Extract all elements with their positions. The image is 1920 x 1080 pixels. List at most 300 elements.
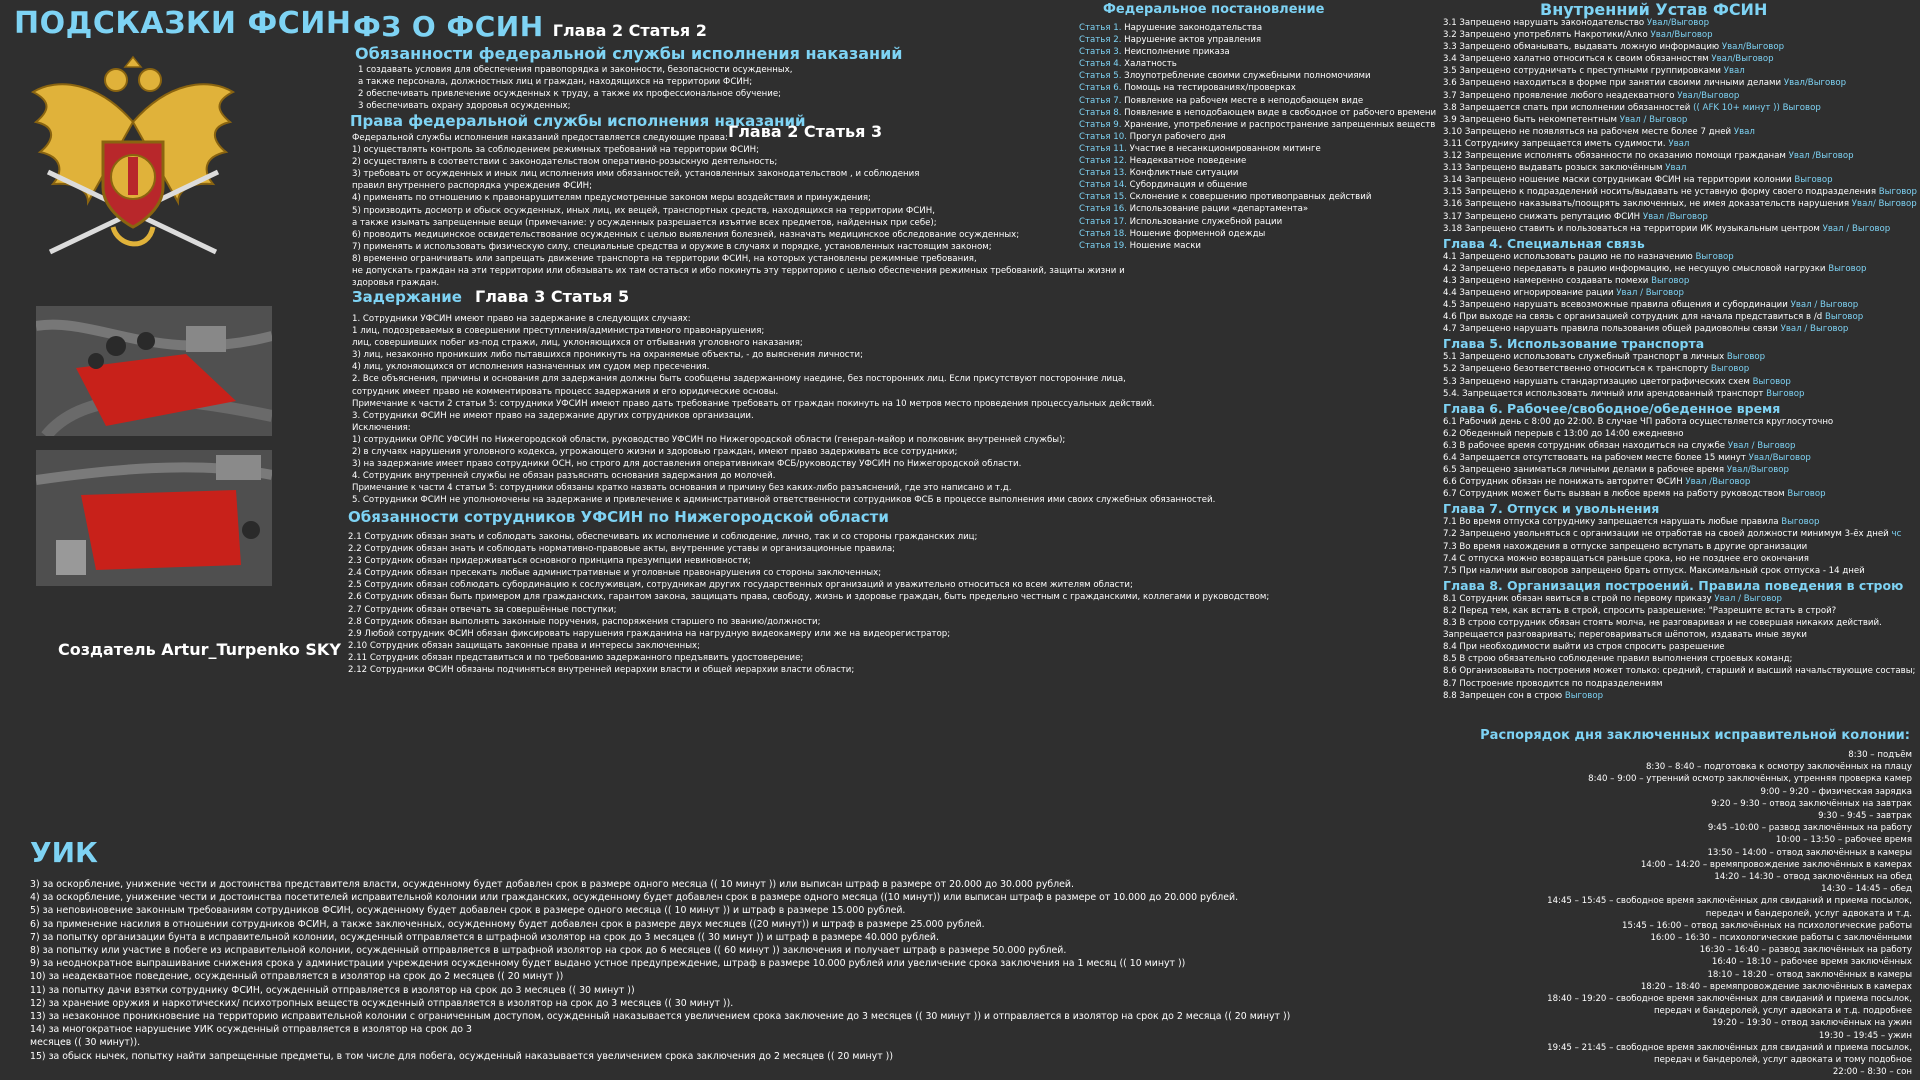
- charter-rule: [1443, 641, 1917, 653]
- charter-rule: [1443, 162, 1917, 174]
- staff-item: 2.9 Любой сотрудник ФСИН обязан фиксировать нарушения гражданина на нагрудную видеокамеру или же на видеорегистратор;: [348, 628, 951, 639]
- rule-penalty: Увал / Выговор: [1714, 593, 1783, 604]
- rule-penalty: Увал/Выговор: [1726, 465, 1789, 476]
- rights-item: а также изымать запрещенные вещи (примечание: у осужденных разрешается изъятие всех предметов, найденных при себе);: [352, 217, 937, 228]
- charter-rule: [1443, 653, 1917, 665]
- charter-rule: [1443, 690, 1917, 702]
- staff-title: Обязанности сотрудников УФСИН по Нижегородской области: [348, 508, 889, 526]
- staff-item: 2.5 Сотрудник обязан соблюдать субординацию к сослуживцам, сотрудникам других государственных организаций и уважительно относиться ко всем жителям области;: [348, 580, 1133, 591]
- uik-title: УИК: [30, 836, 98, 869]
- charter-rule: [1443, 17, 1917, 29]
- charter-rule: [1443, 488, 1917, 500]
- detention-item: 3. Сотрудники ФСИН не имеют право на задержание других сотрудников организации.: [352, 410, 754, 421]
- article-text: Ношение маски: [1126, 240, 1201, 251]
- article-number: Статья 1.: [1079, 23, 1122, 33]
- article-number: Статья 10.: [1079, 131, 1127, 142]
- article-number: Статья 13.: [1079, 168, 1127, 179]
- charter-chapter-title: Глава 4. Специальная связь: [1443, 235, 1645, 251]
- staff-item: 2.7 Сотрудник обязан отвечать за совершённые поступки;: [348, 604, 617, 615]
- charter-rule: [1443, 102, 1917, 114]
- schedule-list: [1547, 749, 1912, 1078]
- article-number: Статья 12.: [1079, 156, 1127, 167]
- schedule-item: 8:30 – подъём: [1848, 750, 1912, 760]
- uik-item: 12) за хранение оружия и наркотических/ психотропных веществ осужденный отправляется в изолятор на срок до 3 месяцев (( 30 минут )).: [30, 997, 734, 1009]
- article-number: Статья 8.: [1079, 107, 1122, 118]
- uik-list: [30, 878, 1290, 1063]
- charter-rule: [1443, 126, 1917, 138]
- rights-item: 2) осуществлять в соответствии с законодательством оперативно-розыскную деятельность;: [352, 157, 778, 168]
- rule-penalty: Выговор: [1651, 275, 1690, 286]
- rule-text: 6.1 Рабочий день с 8:00 до 22:00. В случае ЧП работа осуществляется круглосуточно: [1443, 416, 1834, 427]
- rule-penalty: чс: [1891, 529, 1902, 540]
- detention-item: 3) на задержание имеет право сотрудники ОСН, но строго для доставления оперативникам ФСБ/руководству УФСИН по Нижегородской области.: [352, 459, 1022, 470]
- rule-penalty: Увал: [1665, 163, 1687, 174]
- article-text: Нарушение законодательства: [1121, 23, 1263, 33]
- schedule-title: Распорядок дня заключенных исправительной колонии:: [1480, 728, 1910, 743]
- rule-penalty: Выговор: [1824, 312, 1864, 323]
- rule-text: 7.4 С отпуска можно возвращаться раньше срока, но не позднее его окончания: [1443, 553, 1809, 564]
- charter-rule: [1443, 77, 1917, 89]
- detention-header: [352, 287, 629, 306]
- detention-item: сотрудник имеет право не комментировать процесс задержания и его юридические основы.: [352, 386, 779, 397]
- federal-article: [1079, 70, 1436, 82]
- charter-rule: [1443, 678, 1917, 690]
- detention-item: 1. Сотрудники УФСИН имеют право на задержание в следующих случаях:: [352, 314, 691, 324]
- charter-rule: [1443, 186, 1917, 198]
- detention-item: 3) лиц, незаконно проникших либо пытавшихся проникнуть на охраняемые объекты, - до выяснения личности;: [352, 350, 864, 361]
- rights-item: 7) применять и использовать физическую силу, специальные средства и оружие в случаях и порядке, установленных настоящим законом;: [352, 241, 992, 252]
- federal-article: [1079, 46, 1436, 58]
- charter-chapter-title: Глава 6. Рабочее/свободное/обеденное время: [1443, 400, 1781, 416]
- charter-rule: [1443, 528, 1917, 540]
- staff-item: 2.12 Сотрудники ФСИН обязаны подчиняться внутренней иерархии власти и общей иерархии власти области;: [348, 665, 855, 676]
- rule-text: 3.6 Запрещено находиться в форме при занятии своими личными делами: [1443, 78, 1784, 89]
- schedule-item: 9:45 –10:00 – развод заключённых на работу: [1707, 823, 1912, 834]
- rule-text: 3.7 Запрещено проявление любого неадекватного: [1443, 90, 1678, 101]
- article-text: Появление в неподобающем виде в свободное от рабочего времени: [1121, 107, 1437, 118]
- rule-text: 8.4 При необходимости выйти из строя спросить разрешение: [1443, 642, 1725, 653]
- article-number: Статья 3.: [1079, 47, 1122, 58]
- article-text: Участие в несанкционированном митинге: [1126, 143, 1321, 154]
- article-text: Склонение к совершению противоправных действий: [1126, 192, 1372, 203]
- uik-item: 8) за попытку или участие в побеге из исправительной колонии, осужденный отправляется в штрафной изолятор на срок до 6 месяцев (( 60 минут )) заключения и получает штраф в размере 50.000 рублей.: [30, 945, 1067, 957]
- article-number: Статья 2.: [1079, 35, 1122, 46]
- rule-text: 8.8 Запрещен сон в строю: [1443, 690, 1565, 701]
- rule-text: 4.1 Запрещено использовать рацию не по назначению: [1443, 251, 1696, 262]
- uik-item: 4) за оскорбление, унижение чести и достоинства посетителей исправительной колонии или гражданских, осужденному будет добавлен срок в размере одного месяца ((10 минут)) или выписан штраф в размере от 10.000 до 20.000 рублей.: [30, 892, 1239, 904]
- charter-rule: [1443, 541, 1917, 553]
- rights-item: 5) производить досмотр и обыск осужденных, иных лиц, их вещей, транспортных средств, находящихся на территории ФСИН,: [352, 205, 935, 216]
- article-number: Статья 19.: [1079, 240, 1127, 251]
- app-title: ПОДСКАЗКИ ФСИН: [14, 6, 352, 41]
- detention-item: 1 лиц, подозреваемых в совершении преступления/административного правонарушения;: [352, 326, 765, 337]
- duties-item: 2 обеспечивать привлечение осужденных к труду, а также их профессиональное обучение;: [358, 89, 782, 100]
- rule-penalty: (( AFK 10+ минут )) Выговор: [1693, 102, 1821, 113]
- rule-penalty: Выговор: [1710, 364, 1750, 375]
- rule-text: 5.3 Запрещено нарушать стандартизацию цветографических схем: [1443, 376, 1753, 387]
- rights-item: не допускать граждан на эти территории или обязывать их там остаться и ибо покинуть эту территорию с целью обеспечения режимных требований, защиты жизни и: [352, 266, 1125, 277]
- charter-rule: [1443, 41, 1917, 53]
- rule-penalty: Увал/Выговор: [1721, 42, 1785, 53]
- article-number: Статья 7.: [1079, 95, 1122, 106]
- schedule-item: передач и бандеролей, услуг адвоката и т.д. подробнее: [1653, 1006, 1912, 1017]
- charter-rule: [1443, 263, 1917, 275]
- federal-article: [1079, 22, 1436, 34]
- rule-penalty: Увал /Выговор: [1685, 477, 1751, 488]
- federal-article: [1079, 107, 1436, 119]
- rule-text: 7.2 Запрещено увольняться с организации не отработав на своей должности минимум 3-ёх дней: [1443, 529, 1892, 540]
- uik-item: 11) за попытку дачи взятки сотруднику ФСИН, осужденный отправляется в изолятор на срок до 3 месяцев (( 30 минут )): [30, 984, 635, 996]
- article-number: Статья 5.: [1079, 71, 1122, 82]
- charter-rule: [1443, 464, 1917, 476]
- uik-item: 10) за неадекватное поведение, осужденный отправляется в изолятор на срок до 2 месяцев (( 20 минут )): [30, 971, 564, 983]
- rule-text: 8.7 Построение проводится по подразделениям: [1443, 678, 1663, 689]
- rule-text: 3.8 Запрещается спать при исполнении обязанностей: [1443, 102, 1694, 113]
- staff-item: 2.1 Сотрудник обязан знать и соблюдать законы, обеспечивать их исполнение и соблюдение, лично, так и со стороны гражданских лиц;: [348, 532, 978, 542]
- article-number: Статья 9.: [1079, 119, 1122, 130]
- rule-text: 6.3 В рабочее время сотрудник обязан находиться на службе: [1443, 440, 1728, 451]
- duties-item: 3 обеспечивать охрану здоровья осужденных;: [358, 101, 571, 112]
- duties-item: а также персонала, должностных лиц и граждан, находящихся на территории ФСИН;: [358, 77, 753, 88]
- article-text: Использование рации «департамента»: [1126, 204, 1309, 215]
- schedule-item: 13:50 – 14:00 – отвод заключённых в камеры: [1707, 847, 1912, 858]
- rule-penalty: Выговор: [1752, 376, 1791, 387]
- map-2-graphic: [36, 450, 272, 586]
- rule-penalty: Выговор: [1726, 352, 1766, 363]
- rule-text: 6.4 Запрещается отсутствовать на рабочем месте более 15 минут: [1443, 453, 1749, 463]
- rule-penalty: Выговор: [1794, 175, 1833, 186]
- detention-item: 2. Все объяснения, причины и основания для задержания должны быть сообщены задержанному наедине, без посторонних лиц. Если присутствуют посторонние лица,: [352, 374, 1126, 385]
- article-number: Статья 17.: [1079, 216, 1127, 227]
- charter-chapter-title: Глава 5. Использование транспорта: [1443, 336, 1705, 352]
- schedule-item: 19:20 – 19:30 – отвод заключённых на ужин: [1712, 1018, 1912, 1029]
- rule-penalty: Увал: [1668, 138, 1690, 149]
- article-text: Появление на рабочем месте в неподобающем виде: [1121, 95, 1364, 106]
- rule-penalty: Выговор: [1564, 690, 1604, 701]
- charter-rule: [1443, 593, 1917, 605]
- article-text: Субординация и общение: [1126, 180, 1248, 191]
- rights-title: Права федеральной службы исполнения наказаний: [350, 112, 806, 130]
- duties-title: Обязанности федеральной службы исполнения наказаний: [355, 44, 903, 63]
- schedule-item: 19:30 – 19:45 – ужин: [1818, 1030, 1912, 1041]
- fz-chapter: Глава 2 Статья 2: [552, 21, 707, 40]
- schedule-item: 9:00 – 9:20 – физическая зарядка: [1760, 786, 1912, 797]
- rule-text: 3.17 Запрещено снижать репутацию ФСИН: [1443, 211, 1643, 222]
- charter-rule: [1443, 629, 1917, 641]
- detention-item: Примечание к части 4 статьи 5: сотрудники обязаны кратко назвать основания и причину без каких-либо разъяснений, где это написано и т.д.: [352, 483, 1012, 494]
- rights-item: Федеральной службы исполнения наказаний предоставляется следующие права:: [352, 133, 728, 143]
- article-text: Ношение форменной одежды: [1126, 228, 1266, 239]
- rights-item: 3) требовать от осужденных и иных лиц исполнения ими обязанностей, установленных законодательством , и соблюдения: [352, 169, 920, 180]
- uik-item: 5) за неповиновение законным требованиям сотрудников ФСИН, осужденному будет добавлен срок в размере одного месяца (( 10 минут )) и штраф в размере 15.000 рублей.: [30, 905, 906, 917]
- schedule-item: 14:30 – 14:45 – обед: [1821, 884, 1912, 895]
- schedule-item: 16:30 – 16:40 – развод заключённых на работу: [1699, 945, 1912, 956]
- federal-article: [1079, 167, 1436, 179]
- uik-item: 14) за многократное нарушение УИК осужденный отправляется в изолятор на срок до 3: [30, 1024, 472, 1036]
- charter-rule: [1443, 299, 1917, 311]
- rights-list: [352, 132, 1125, 289]
- charter-title: Внутренний Устав ФСИН: [1540, 0, 1768, 19]
- rule-penalty: Увал/Выговор: [1646, 18, 1710, 28]
- rule-text: 3.15 Запрещено к подразделений носить/выдавать не уставную форму своего подразделения: [1443, 187, 1879, 198]
- charter-rule: [1443, 388, 1917, 400]
- schedule-item: 14:20 – 14:30 – отвод заключённых на обед: [1714, 872, 1912, 883]
- uik-item: 15) за обыск нычек, попытку найти запрещенные предметы, в том числе для побега, осужденный наказывается увеличением срока заключения до 2 месяцев (( 20 минут )): [30, 1050, 893, 1062]
- charter-rule: [1443, 53, 1917, 65]
- detention-item: Исключения:: [352, 422, 411, 433]
- article-number: Статья 16.: [1079, 204, 1127, 215]
- charter-rule: [1443, 90, 1917, 102]
- rule-penalty: Увал: [1723, 66, 1745, 77]
- detention-item: 1) сотрудники ОРЛС УФСИН по Нижегородской области, руководство УФСИН по Нижегородской области (генерал-майор и полковник внутренней службы);: [352, 434, 1066, 445]
- rights-item: 6) проводить медицинское освидетельствование осужденных с целью выявления болезней, назначать медицинское обследование осужденных;: [352, 229, 1020, 240]
- article-text: Халатность: [1121, 59, 1177, 70]
- rule-text: 4.7 Запрещено нарушать правила пользования общей радиоволны связи: [1443, 324, 1781, 335]
- rule-text: 3.18 Запрещено ставить и пользоваться на территории ИК музыкальным центром: [1443, 223, 1823, 234]
- rule-text: 3.5 Запрещено сотрудничать с преступными группировками: [1443, 66, 1724, 77]
- article-text: Неадекватное поведение: [1126, 156, 1247, 167]
- article-text: Помощь на тестированиях/проверках: [1121, 83, 1296, 94]
- rule-penalty: Увал/Выговор: [1677, 90, 1740, 101]
- article-number: Статья 15.: [1079, 192, 1127, 203]
- staff-item: 2.3 Сотрудник обязан придерживаться основного принципа презумпции невиновности;: [348, 556, 751, 567]
- schedule-item: 8:30 – 8:40 – подготовка к осмотру заключённых на плацу: [1645, 762, 1912, 773]
- article-text: Нарушение актов управления: [1121, 35, 1261, 46]
- detention-item: 5. Сотрудники ФСИН не уполномочены на задержание и привлечение к административной ответственности сотрудников ФСБ в процессе выполнения ими своих служебных обязанностей.: [352, 495, 1216, 506]
- federal-list: [1079, 22, 1436, 252]
- charter-rule: [1443, 416, 1917, 428]
- article-text: Злоупотребление своими служебными полномочиями: [1121, 71, 1371, 82]
- rule-text: 3.1 Запрещено нарушать законодательство: [1443, 18, 1647, 28]
- rule-text: 6.2 Обеденный перерыв с 13:00 до 14:00 ежедневно: [1443, 428, 1684, 439]
- staff-item: 2.10 Сотрудник обязан защищать законные права и интересы заключенных;: [348, 640, 700, 651]
- schedule-item: 9:20 – 9:30 – отвод заключённых на завтрак: [1711, 798, 1912, 809]
- rule-penalty: Увал/Выговор: [1650, 30, 1713, 41]
- charter-rule: [1443, 440, 1917, 452]
- federal-article: [1079, 143, 1436, 155]
- charter-rule: [1443, 553, 1917, 565]
- rule-text: 3.12 Запрещение исполнять обязанности по оказанию помощи гражданам: [1443, 151, 1789, 162]
- schedule-item: 14:00 – 14:20 – времяпровождение заключённых в камерах: [1640, 859, 1912, 870]
- uik-item: 6) за применение насилия в отношении сотрудников ФСИН, а также заключенных, осужденному будет добавлен срок в размере двух месяцев ((20 минут)) и штраф в размере 25.000 рублей.: [30, 918, 985, 930]
- charter-rule: [1443, 617, 1917, 629]
- detention-title: Задержание: [352, 288, 462, 306]
- rule-penalty: Увал/Выговор: [1783, 78, 1847, 89]
- rule-text: 5.4. Запрещается использовать личный или арендованный транспорт: [1443, 388, 1767, 399]
- charter-rule: [1443, 65, 1917, 77]
- charter-rule: [1443, 323, 1917, 335]
- charter-rule: [1443, 516, 1917, 528]
- schedule-item: 9:30 – 9:45 – завтрак: [1818, 811, 1912, 822]
- article-text: Неисполнение приказа: [1121, 47, 1230, 58]
- staff-list: [348, 531, 1269, 676]
- rule-text: 6.5 Запрещено заниматься личными делами в рабочее время: [1443, 465, 1727, 476]
- federal-article: [1079, 34, 1436, 46]
- article-text: Использование служебной рации: [1126, 216, 1283, 227]
- schedule-item: 22:00 – 8:30 – сон: [1832, 1067, 1912, 1078]
- federal-article: [1079, 131, 1436, 143]
- rule-penalty: Увал /Выговор: [1788, 151, 1854, 162]
- rule-text: 8.2 Перед тем, как встать в строй, спросить разрешение: "Разрешите встать в строй?: [1443, 605, 1837, 616]
- article-number: Статья 18.: [1079, 228, 1127, 239]
- rule-text: 4.3 Запрещено намеренно создавать помехи: [1443, 275, 1652, 286]
- staff-item: 2.6 Сотрудник обязан быть примером для гражданских, гарантом закона, защищать права, свободу, жизнь и здоровье граждан, быть предельно честным с гражданскими, коллегами и руководством;: [348, 592, 1270, 603]
- charter-list: [1443, 17, 1917, 702]
- article-number: Статья 6.: [1079, 83, 1122, 94]
- charter-rule: [1443, 251, 1917, 263]
- staff-item: 2.2 Сотрудник обязан знать и соблюдать нормативно-правовые акты, внутренние уставы и организационные правила;: [348, 544, 895, 555]
- rule-text: 4.4 Запрещено игнорирование рации: [1443, 287, 1617, 298]
- uik-item: 7) за попытку организации бунта в исправительной колонии, осужденный отправляется в штрафной изолятор на срок до 3 месяцев (( 30 минут )) и штраф в размере 40.000 рублей.: [30, 931, 939, 943]
- rule-text: 3.11 Сотруднику запрещается иметь судимости.: [1443, 138, 1669, 149]
- uik-item: 3) за оскорбление, унижение чести и достоинства представителя власти, осужденному будет добавлен срок в размере одного месяца (( 10 минут )) или выписан штраф в размере от 20.000 до 30.000 рублей.: [30, 879, 1074, 890]
- detention-item: Примечание к части 2 статьи 5: сотрудники УФСИН имеют право дать требование требовать от граждан покинуть на 10 метров место проведения процессуальных действий.: [352, 398, 1155, 409]
- federal-article: [1079, 191, 1436, 203]
- federal-article: [1079, 82, 1436, 94]
- rule-penalty: Увал / Выговор: [1616, 287, 1684, 298]
- rule-text: Запрещается разговаривать; переговариваться шёпотом, издавать иные звуки: [1443, 630, 1807, 641]
- map-1-graphic: [36, 306, 272, 436]
- rights-item: 4) применять по отношению к правонарушителям предусмотренные законом меры воздействия и принуждения;: [352, 193, 871, 204]
- rule-penalty: Увал / Выговор: [1780, 324, 1849, 335]
- rule-penalty: Увал: [1733, 126, 1755, 137]
- detention-list: [352, 313, 1215, 507]
- rule-text: 4.6 При выходе на связь с организацией сотрудник для начала представиться в /d: [1443, 312, 1825, 323]
- rights-item: 1) осуществлять контроль за соблюдением режимных требований на территории ФСИН;: [352, 145, 759, 156]
- schedule-item: 10:00 – 13:50 – рабочее время: [1775, 835, 1912, 846]
- charter-rule: [1443, 174, 1917, 186]
- charter-rule: [1443, 665, 1917, 677]
- rule-penalty: Выговор: [1828, 263, 1867, 274]
- charter-chapter-title: Глава 7. Отпуск и увольнения: [1443, 501, 1660, 517]
- federal-article: [1079, 155, 1436, 167]
- rule-text: 3.9 Запрещено быть некомпетентным: [1443, 114, 1620, 125]
- rule-text: 8.3 В строю сотрудник обязан стоять молча, не разговаривая и не совершая никаких действий.: [1443, 618, 1882, 629]
- rule-text: 3.13 Запрещено выдавать розыск заключённым: [1443, 163, 1666, 174]
- charter-rule: [1443, 363, 1917, 375]
- uik-item: 13) за незаконное проникновение на территорию исправительной колонии с ограниченным доступом, осужденный наказывается увеличением срока заключение до 3 месяцев (( 30 минут )) и отправляется в изолятор на срок до 2 месяца (( 20 минут )): [30, 1011, 1291, 1023]
- rule-penalty: Выговор: [1695, 251, 1734, 262]
- rule-text: 3.4 Запрещено халатно относиться к своим обязанностям: [1443, 54, 1712, 65]
- rights-item: 8) временно ограничивать или запрещать движение транспорта на территории ФСИН, на которых установлены режимные требования,: [352, 253, 977, 264]
- rule-penalty: Увал/Выговор: [1748, 453, 1811, 463]
- federal-article: [1079, 228, 1436, 240]
- schedule-item: 18:20 – 18:40 – времяпровождение заключённых в камерах: [1640, 981, 1912, 992]
- uik-item: месяцев (( 30 минут)).: [30, 1037, 141, 1049]
- rule-text: 4.2 Запрещено передавать в рацию информацию, не несущую смысловой нагрузки: [1443, 263, 1829, 274]
- federal-article: [1079, 58, 1436, 70]
- rule-text: 3.10 Запрещено не появляться на рабочем месте более 7 дней: [1443, 126, 1734, 137]
- federal-article: [1079, 95, 1436, 107]
- schedule-item: 18:40 – 19:20 – свободное время заключённых для свиданий и приема посылок,: [1547, 994, 1912, 1005]
- schedule-item: 16:00 – 16:30 – психологические работы с заключёнными: [1650, 933, 1912, 944]
- article-text: Конфликтные ситуации: [1126, 168, 1239, 179]
- fz-header: [353, 10, 707, 43]
- schedule-item: 19:45 – 21:45 – свободное время заключённых для свиданий и приема посылок,: [1547, 1042, 1912, 1053]
- charter-rule: [1443, 565, 1917, 577]
- creator-credit: Создатель Artur_Turpenko SKY: [58, 640, 341, 659]
- rights-item: здоровья граждан.: [352, 278, 440, 289]
- article-number: Статья 14.: [1079, 180, 1127, 191]
- article-number: Статья 4.: [1079, 59, 1122, 70]
- detention-item: 4. Сотрудник внутренней службы не обязан разъяснять основания задержания до молочей.: [352, 471, 776, 482]
- staff-item: 2.8 Сотрудник обязан выполнять законные поручения, распоряжения старшего по званию/должности;: [348, 616, 821, 627]
- rule-text: 7.3 Во время нахождения в отпуске запрещено вступать в другие организации: [1443, 541, 1808, 552]
- federal-title: Федеральное постановление: [1103, 2, 1325, 17]
- charter-rule: [1443, 138, 1917, 150]
- rule-text: 8.5 В строю обязательно соблюдение правил выполнения строевых команд;: [1443, 654, 1793, 665]
- rule-penalty: Увал / Выговор: [1619, 114, 1688, 125]
- rule-text: 3.2 Запрещено употреблять Накротики/Алко: [1443, 30, 1651, 41]
- rule-text: 5.1 Запрещено использовать служебный транспорт в личных: [1443, 352, 1727, 363]
- charter-rule: [1443, 351, 1917, 363]
- fz-title: ФЗ О ФСИН: [353, 10, 544, 43]
- detention-item: 4) лиц, уклоняющихся от исполнения назначенных им судом мер пресечения.: [352, 362, 710, 373]
- rule-penalty: Выговор: [1781, 517, 1820, 528]
- duties-item: 1 создавать условия для обеспечения правопорядка и законности, безопасности осужденных,: [358, 65, 793, 75]
- rights-chapter: Глава 2 Статья 3: [728, 122, 883, 141]
- rule-text: 7.5 При наличии выговоров запрещено брать отпуск. Максимальный срок отпуска - 14 дней: [1443, 565, 1865, 576]
- charter-rule: [1443, 428, 1917, 440]
- detention-item: лиц, совершивших побег из-под стражи, лиц, уклоняющихся от отбывания уголовного наказания;: [352, 338, 803, 349]
- rule-penalty: Увал / Выговор: [1727, 440, 1796, 451]
- rule-penalty: Увал / Выговор: [1790, 300, 1859, 311]
- rule-text: 5.2 Запрещено безответственно относиться к транспорту: [1443, 364, 1711, 375]
- charter-rule: [1443, 150, 1917, 162]
- rule-text: 3.14 Запрещено ношение маски сотрудникам ФСИН на территории колонии: [1443, 175, 1795, 186]
- schedule-item: передач и бандеролей, услуг адвоката и тому подобное: [1654, 1055, 1912, 1066]
- charter-rule: [1443, 29, 1917, 41]
- federal-article: [1079, 216, 1436, 228]
- duties-list: [358, 64, 792, 112]
- article-number: Статья 11.: [1079, 143, 1127, 154]
- staff-item: 2.11 Сотрудник обязан представиться и по требованию задержанного предъявить удостоверение;: [348, 652, 804, 663]
- charter-rule: [1443, 287, 1917, 299]
- fsin-emblem-icon: [28, 52, 238, 267]
- rule-penalty: Увал / Выговор: [1822, 223, 1891, 234]
- rule-text: 3.16 Запрещено наказывать/поощрять заключенных, не имея доказательств нарушения: [1443, 199, 1852, 210]
- rule-penalty: Выговор: [1878, 187, 1918, 198]
- rule-penalty: Выговор: [1766, 388, 1805, 399]
- schedule-item: 18:10 – 18:20 – отвод заключённых в камеры: [1707, 969, 1912, 980]
- prison-map-image-2: [36, 450, 272, 586]
- charter-rule: [1443, 476, 1917, 488]
- charter-rule: [1443, 223, 1917, 235]
- rule-text: 7.1 Во время отпуска сотруднику запрещается нарушать любые правила: [1443, 517, 1782, 528]
- charter-rule: [1443, 452, 1917, 464]
- schedule-item: передач и бандеролей, услуг адвоката и т.д.: [1705, 908, 1912, 919]
- staff-item: 2.4 Сотрудник обязан пресекать любые административные и уголовные правонарушения со стороны заключенных;: [348, 568, 882, 579]
- article-text: Прогул рабочего дня: [1126, 131, 1226, 142]
- schedule-item: 16:40 – 18:10 – рабочее время заключённых: [1711, 957, 1912, 968]
- rule-text: 3.3 Запрещено обманывать, выдавать ложную информацию: [1443, 42, 1722, 53]
- federal-article: [1079, 240, 1436, 252]
- federal-article: [1079, 119, 1436, 131]
- article-text: Хранение, употребление и распространение запрещенных веществ: [1121, 119, 1436, 130]
- schedule-item: 14:45 – 15:45 – свободное время заключённых для свиданий и приема посылок,: [1547, 896, 1912, 907]
- rule-penalty: Выговор: [1787, 489, 1826, 500]
- charter-rule: [1443, 198, 1917, 210]
- schedule-item: 8:40 – 9:00 – утренний осмотр заключённых, утренняя проверка камер: [1588, 774, 1912, 785]
- federal-article: [1079, 203, 1436, 215]
- charter-chapter-title: Глава 8. Организация построений. Правила поведения в строю: [1443, 577, 1904, 593]
- charter-rule: [1443, 605, 1917, 617]
- rule-text: 8.1 Сотрудник обязан явиться в строй по первому приказу: [1443, 593, 1715, 604]
- rule-text: 6.6 Сотрудник обязан не понижать авторитет ФСИН: [1443, 477, 1686, 488]
- uik-item: 9) за неоднократное выпрашивание снижения срока у администрации учреждения осужденному будет выдано устное предупреждение, штраф в размере 10.000 рублей или увеличение срока заключения на 1 месяц (( 10 минут )): [30, 958, 1186, 970]
- federal-article: [1079, 179, 1436, 191]
- charter-rule: [1443, 211, 1917, 223]
